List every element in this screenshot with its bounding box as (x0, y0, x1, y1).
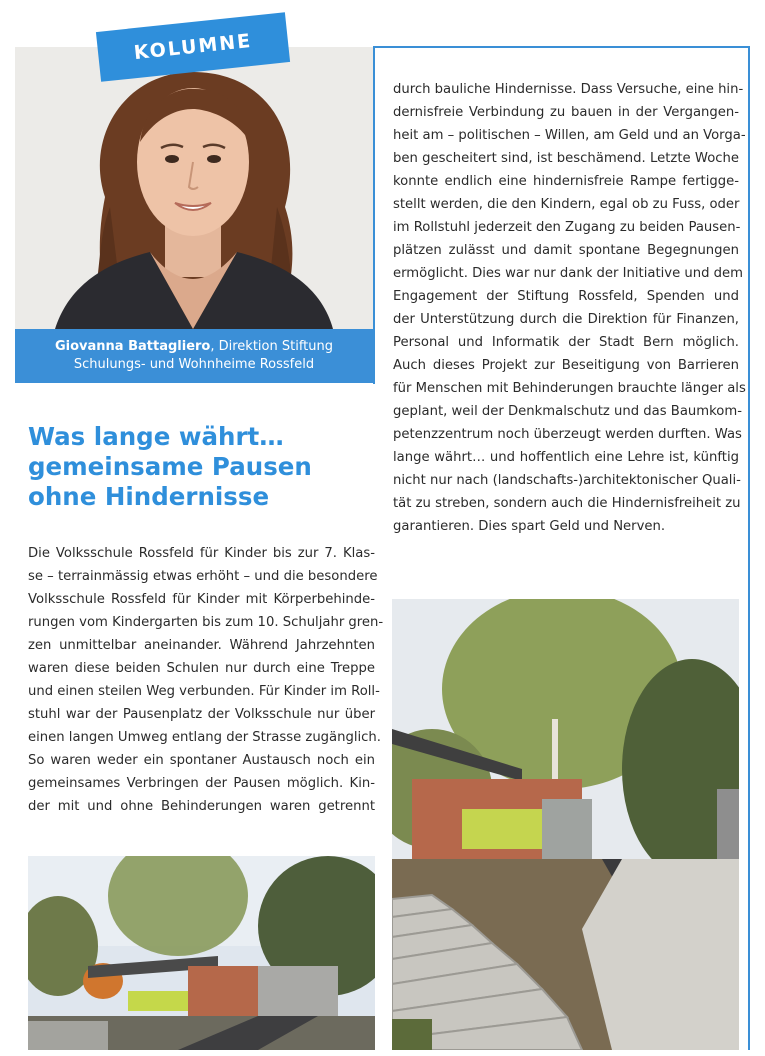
article-body-right (393, 78, 746, 538)
text-line: und einen steilen Weg verbunden. Für Kinder im Roll- (28, 684, 380, 699)
text-line: waren diese beiden Schulen nur durch eine Treppe (28, 661, 375, 676)
school-photo-left (28, 856, 375, 1050)
text-line: im Rollstuhl jederzeit den Zugang zu beiden Pausen- (393, 220, 741, 235)
text-line: lange währt… und hoffentlich eine Lehre ist, künftig (393, 450, 739, 465)
text-line: Engagement der Stiftung Rossfeld, Spenden und (393, 289, 739, 304)
text-line: garantieren. Dies spart Geld und Nerven. (393, 519, 666, 534)
text-line: für Menschen mit Behinderungen brauchte länger als (393, 381, 746, 396)
text-line: gemeinsames Verbringen der Pausen möglich. Kin- (28, 776, 375, 791)
text-line: geplant, weil der Denkmalschutz und das Baumkom- (393, 404, 742, 419)
author-caption (15, 329, 373, 383)
text-line: ermöglicht. Dies war nur dank der Initiative und dem (393, 266, 744, 281)
headline-line: ohne Hindernisse (28, 482, 270, 511)
text-line: Die Volksschule Rossfeld für Kinder bis zur 7. Klas- (28, 546, 375, 561)
text-line: se – terrainmässig etwas erhöht – und die besondere (28, 569, 378, 584)
text-line: So waren weder ein spontaner Austausch noch ein (28, 753, 375, 768)
text-line: stuhl war der Pausenplatz der Volksschule nur über (28, 707, 375, 722)
text-line: Auch dieses Projekt zur Beseitigung von Barrieren (393, 358, 739, 373)
text-line: der Unterstützung durch die Direktion für Finanzen, (393, 312, 739, 327)
text-line: Volksschule Rossfeld für Kinder mit Körperbehinde- (28, 592, 375, 607)
school-photo-right (392, 599, 739, 1050)
text-line: einen langen Umweg entlang der Strasse zugänglich. (28, 730, 381, 745)
frame-divider-line (373, 46, 375, 384)
caption-line-1 (15, 338, 373, 356)
headline-line: gemeinsame Pausen (28, 452, 312, 481)
text-line: stellt werden, die den Kindern, egal ob zu Fuss, oder (393, 197, 740, 212)
caption-line-2: Schulungs- und Wohnheime Rossfeld (73, 357, 315, 372)
text-line: tät zu streben, sondern auch die Hindernisfreiheit zu (393, 496, 741, 511)
text-line: nicht nur nach (landschafts-)architektonischer Quali- (393, 473, 741, 488)
frame-top-line (373, 46, 750, 48)
article-body-left (28, 542, 384, 818)
author-portrait (15, 47, 373, 329)
headline-line: Was lange währt… (28, 422, 284, 451)
text-line: der mit und ohne Behinderungen waren getrennt (28, 799, 375, 814)
text-line: dernisfreie Verbindung zu bauen in der Vergangen- (393, 105, 739, 120)
text-line: heit am – politischen – Willen, am Geld und an Vorga- (393, 128, 746, 143)
author-role-1: , Direktion Stiftung (210, 339, 334, 354)
frame-right-line (748, 46, 750, 1050)
text-line: ben gescheitert sind, ist beschämend. Letzte Woche (393, 151, 739, 166)
column-badge: KOLUMNE (96, 12, 290, 82)
article-headline (28, 422, 368, 512)
text-line: konnte endlich eine hindernisfreie Rampe fertigge- (393, 174, 739, 189)
text-line: Personal und Informatik der Stadt Bern möglich. (393, 335, 739, 350)
author-name: Giovanna Battagliero (54, 339, 211, 354)
text-line: plätzen zulässt und damit spontane Begegnungen (393, 243, 739, 258)
text-line: zen unmittelbar aneinander. Während Jahrzehnten (28, 638, 375, 653)
text-line: rungen vom Kindergarten bis zum 10. Schuljahr gren- (28, 615, 384, 630)
text-line: petenzzentrum noch überzeugt werden durften. Was (393, 427, 742, 442)
text-line: durch bauliche Hindernisse. Dass Versuche, eine hin- (393, 82, 744, 97)
